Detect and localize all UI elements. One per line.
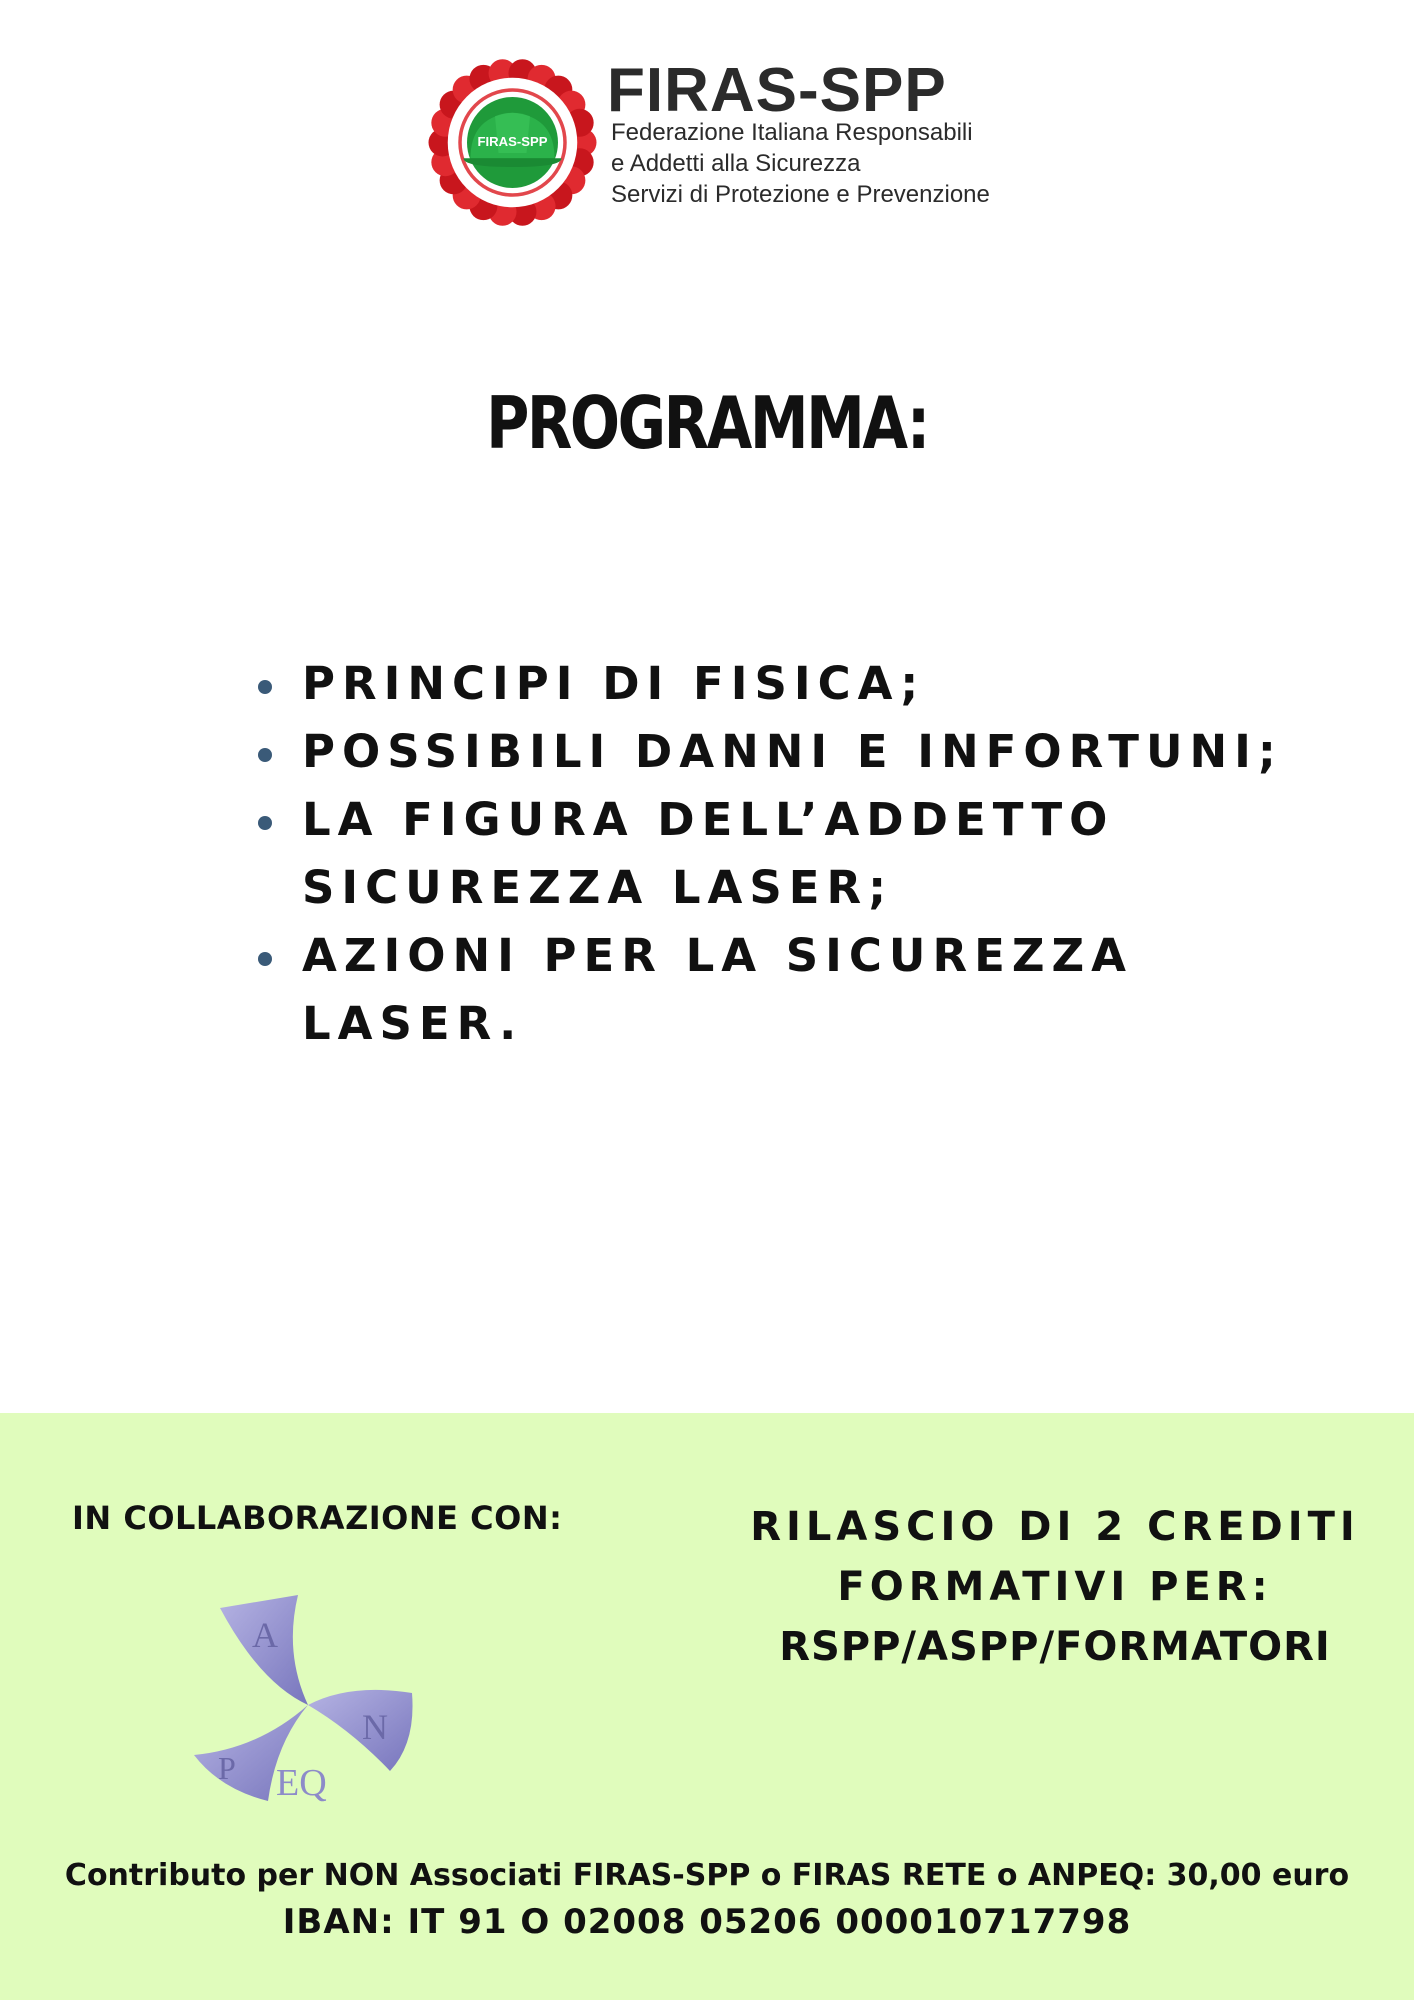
bullet-icon [258,952,272,966]
anpeq-letter: P [218,1750,236,1786]
program-item-text: PRINCIPI DI FISICA; [302,657,926,710]
program-item [250,650,1350,718]
anpeq-letter: EQ [276,1762,327,1804]
firas-spp-rosette-logo [425,55,600,230]
org-name: FIRAS-SPP [607,56,947,125]
logo-badge-text: FIRAS-SPP [477,134,548,149]
iban-line: IBAN: IT 91 O 02008 05206 000010717798 [282,1902,1132,1942]
program-item-text: LA FIGURA DELL’ADDETTO [302,793,1115,846]
anpeq-letter: A [252,1615,278,1655]
bullet-icon [258,680,272,694]
program-item [250,922,1350,1058]
contribution-info [0,1853,1414,1945]
program-item-text: AZIONI PER LA SICUREZZA [302,929,1133,982]
credits-line: RILASCIO DI 2 CREDITI [750,1504,1360,1550]
anpeq-letter: N [362,1707,388,1747]
collaboration-label: IN COLLABORAZIONE CON: [72,1499,563,1537]
footer-band [0,1413,1414,2000]
org-subtitle-line: Servizi di Protezione e Prevenzione [611,181,990,208]
credits-text [700,1497,1410,1677]
anpeq-logo [180,1573,440,1823]
program-item-text: LASER. [302,997,524,1050]
program-item-text: SICUREZZA LASER; [302,861,894,914]
contribution-line: Contributo per NON Associati FIRAS-SPP o FIRAS RETE o ANPEQ: 30,00 euro [64,1858,1350,1893]
program-item [250,786,1350,922]
bullet-icon [258,816,272,830]
page-title: PROGRAMMA: [486,381,928,465]
program-item-text: POSSIBILI DANNI E INFORTUNI; [302,725,1283,778]
credits-line: RSPP/ASPP/FORMATORI [779,1624,1331,1670]
program-list [250,650,1350,1058]
org-subtitle [611,117,990,210]
org-subtitle-line: e Addetti alla Sicurezza [611,150,861,177]
program-item [250,718,1350,786]
bullet-icon [258,748,272,762]
org-subtitle-line: Federazione Italiana Responsabili [611,119,973,146]
credits-line: FORMATIVI PER: [837,1564,1273,1610]
header [425,55,1025,235]
